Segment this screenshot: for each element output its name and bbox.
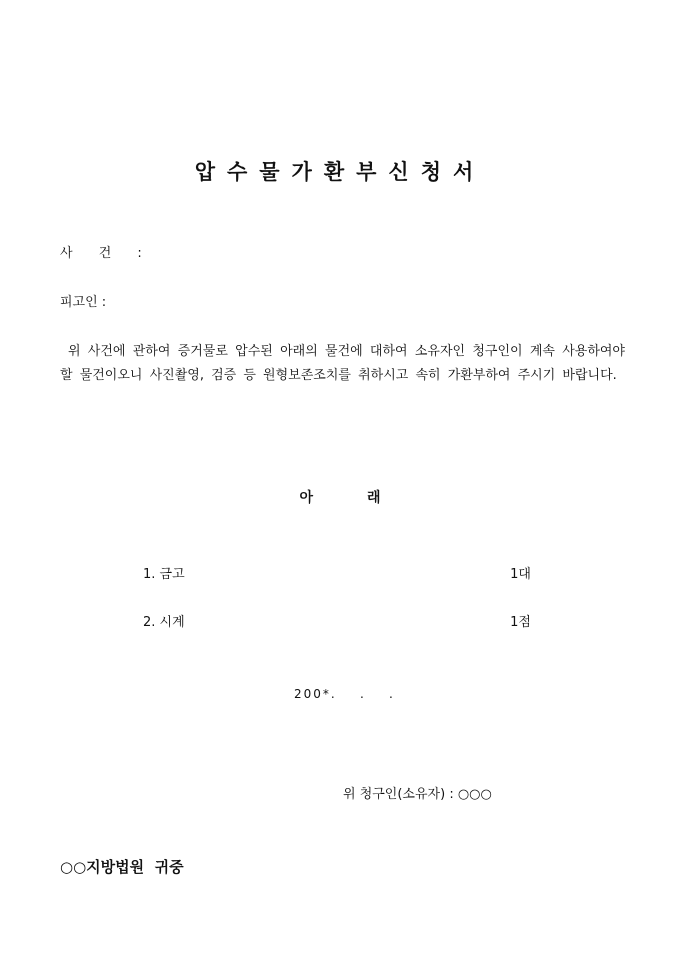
case-label: 사 건 : [60, 246, 153, 261]
item-quantity: 1점 [510, 615, 531, 630]
item-name: 2. 시계 [143, 615, 185, 630]
below-heading-right: 래 [367, 490, 381, 506]
request-body-text: 위 사건에 관하여 증거물로 압수된 아래의 물건에 대하여 소유자인 청구인이 계속 사용하여야 할 물건이오니 사진촬영, 검증 등 원형보존조치를 취하시고 속히 가환부하여 주시기 바랍니다. [60, 344, 625, 383]
court-addressee: ○○지방법원 귀중 [60, 858, 184, 876]
item-quantity: 1대 [510, 567, 531, 582]
item-name: 1. 금고 [143, 567, 185, 582]
defendant-field [60, 291, 106, 310]
document-title: 압수물가환부신청서 [194, 159, 486, 184]
below-heading-left: 아 [299, 490, 313, 506]
defendant-label: 피고인 : [60, 295, 107, 310]
below-heading [0, 487, 680, 507]
date-line: 200*. . . [294, 687, 395, 701]
case-field [60, 242, 153, 261]
claimant-signature-line: 위 청구인(소유자) : ○○○ [343, 787, 492, 802]
